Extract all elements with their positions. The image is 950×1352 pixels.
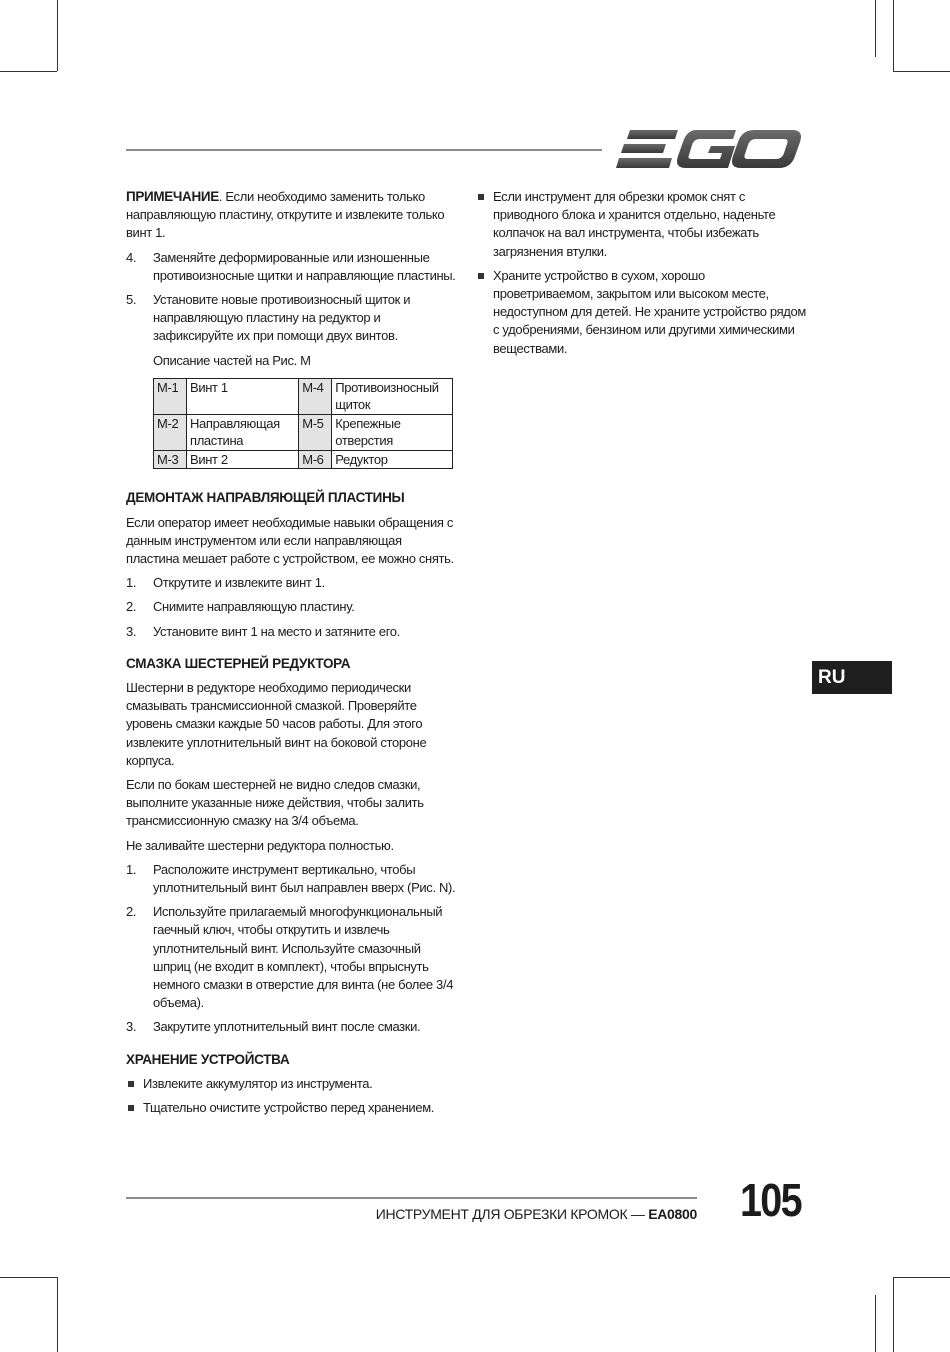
crop-mark <box>875 0 876 57</box>
page-number: 105 <box>740 1174 801 1226</box>
footer-rule <box>126 1197 697 1199</box>
list-item <box>476 267 806 358</box>
table-row <box>154 378 453 414</box>
steps-list-lubrication <box>126 861 456 1037</box>
list-item <box>126 1075 456 1093</box>
note-paragraph <box>126 188 456 243</box>
left-column <box>126 188 456 1123</box>
footer-model: EA0800 <box>648 1206 697 1222</box>
step-text: Закрутите уплотнительный винт после смазки. <box>153 1019 421 1035</box>
list-item <box>126 598 456 616</box>
bullet-text: Храните устройство в сухом, хорошо проветриваемом, закрытом или высоком месте, недоступном для детей. Не храните устройство рядом с удобрениями, бензином или другими химическими веществами. <box>493 267 807 356</box>
list-item <box>126 1018 456 1036</box>
section-heading-storage: ХРАНЕНИЕ УСТРОЙСТВА <box>126 1051 290 1067</box>
crop-mark <box>893 1277 950 1278</box>
language-tab: RU <box>812 661 892 694</box>
step-number: 3. <box>126 1019 137 1035</box>
step-text: Открутите и извлеките винт 1. <box>153 575 325 591</box>
step-text: Установите новые противоизносный щиток и направляющую пластину на редуктор и зафиксируйте их при помощи двух винтов. <box>153 292 411 344</box>
step-number: 2. <box>126 904 137 920</box>
footer-title <box>376 1206 697 1222</box>
steps-list-a <box>126 249 456 346</box>
crop-mark <box>875 1295 876 1352</box>
crop-mark <box>893 0 894 71</box>
step-text: Заменяйте деформированные или изношенные противоизносные щитки и направляющие пластины. <box>153 249 456 283</box>
crop-mark <box>0 71 57 72</box>
bullet-square-icon <box>128 1105 134 1111</box>
crop-mark <box>57 0 58 71</box>
list-item <box>126 861 456 897</box>
list-item <box>126 574 456 592</box>
table-row <box>154 450 453 469</box>
part-code: M-5 <box>299 414 332 450</box>
steps-list-removal <box>126 574 456 641</box>
storage-bullets-continued <box>476 188 806 358</box>
ego-logo <box>616 126 802 172</box>
bullet-square-icon <box>478 194 484 200</box>
section-paragraph: Шестерни в редукторе необходимо периодически смазывать трансмиссионной смазкой. Проверяйте уровень смазки каждые 50 часов работы. Для этого извлеките уплотнительный винт на боковой стороне корпуса. <box>126 679 427 768</box>
footer-title-text: ИНСТРУМЕНТ ДЛЯ ОБРЕЗКИ КРОМОК — <box>375 1206 649 1222</box>
step-number: 4. <box>126 249 137 265</box>
part-name: Крепежные отверстия <box>332 414 453 450</box>
step-text: Расположите инструмент вертикально, чтобы уплотнительный винт был направлен вверх (Рис. N). <box>153 861 456 895</box>
crop-mark <box>57 1277 58 1352</box>
section-heading-guide-plate-removal: ДЕМОНТАЖ НАПРАВЛЯЮЩЕЙ ПЛАСТИНЫ <box>126 490 405 506</box>
header-rule <box>126 149 602 151</box>
bullet-text: Тщательно очистите устройство перед хранением. <box>143 1100 435 1116</box>
step-number: 3. <box>126 623 137 639</box>
list-item <box>476 188 806 261</box>
parts-caption: Описание частей на Рис. M <box>153 352 311 368</box>
step-number: 1. <box>126 861 137 877</box>
part-code: M-6 <box>299 450 332 469</box>
part-name: Винт 2 <box>187 450 299 469</box>
parts-table <box>153 378 453 470</box>
crop-mark <box>893 71 950 72</box>
right-column <box>476 188 806 364</box>
section-paragraph: Не заливайте шестерни редуктора полностью. <box>126 837 394 853</box>
step-number: 1. <box>126 575 137 591</box>
list-item <box>126 291 456 346</box>
step-text: Используйте прилагаемый многофункциональный гаечный ключ, чтобы открутить и извлечь уплотнительный винт. Используйте смазочный шприц (не входит в комплект), чтобы впрыснуть немного смазки в отверстие для винта (не более 3/4 объема). <box>153 904 454 1011</box>
section-paragraph: Если оператор имеет необходимые навыки обращения с данным инструментом или если направляющая пластина мешает работе с устройством, ее можно снять. <box>126 514 454 566</box>
bullet-square-icon <box>478 273 484 279</box>
list-item <box>126 1099 456 1117</box>
list-item <box>126 623 456 641</box>
part-code: M-4 <box>299 378 332 414</box>
part-name: Направляющая пластина <box>187 414 299 450</box>
step-text: Снимите направляющую пластину. <box>153 599 355 615</box>
part-code: M-2 <box>154 414 187 450</box>
crop-mark <box>0 1277 57 1278</box>
list-item <box>126 249 456 285</box>
note-text: . Если необходимо заменить только направляющую пластину, открутите и извлеките только винт 1. <box>126 189 445 241</box>
step-text: Установите винт 1 на место и затяните его. <box>153 623 400 639</box>
table-row <box>154 414 453 450</box>
bullet-text: Если инструмент для обрезки кромок снят с приводного блока и хранится отдельно, наденьте колпачок на вал инструмента, чтобы избежать загрязнения втулки. <box>493 189 776 259</box>
note-label: ПРИМЕЧАНИЕ <box>126 189 219 204</box>
storage-bullets <box>126 1075 456 1117</box>
step-number: 2. <box>126 599 137 615</box>
part-name: Противоизносный щиток <box>332 378 453 414</box>
part-code: M-1 <box>154 378 187 414</box>
list-item <box>126 903 456 1012</box>
part-code: M-3 <box>154 450 187 469</box>
bullet-text: Извлеките аккумулятор из инструмента. <box>143 1075 373 1091</box>
step-number: 5. <box>126 292 137 308</box>
part-name: Редуктор <box>332 450 453 469</box>
section-heading-gear-lubrication: СМАЗКА ШЕСТЕРНЕЙ РЕДУКТОРА <box>126 655 351 671</box>
crop-mark <box>893 1277 894 1352</box>
bullet-square-icon <box>128 1081 134 1087</box>
part-name: Винт 1 <box>187 378 299 414</box>
section-paragraph: Если по бокам шестерней не видно следов смазки, выполните указанные ниже действия, чтобы залить трансмиссионную смазку на 3/4 объема. <box>126 776 424 829</box>
